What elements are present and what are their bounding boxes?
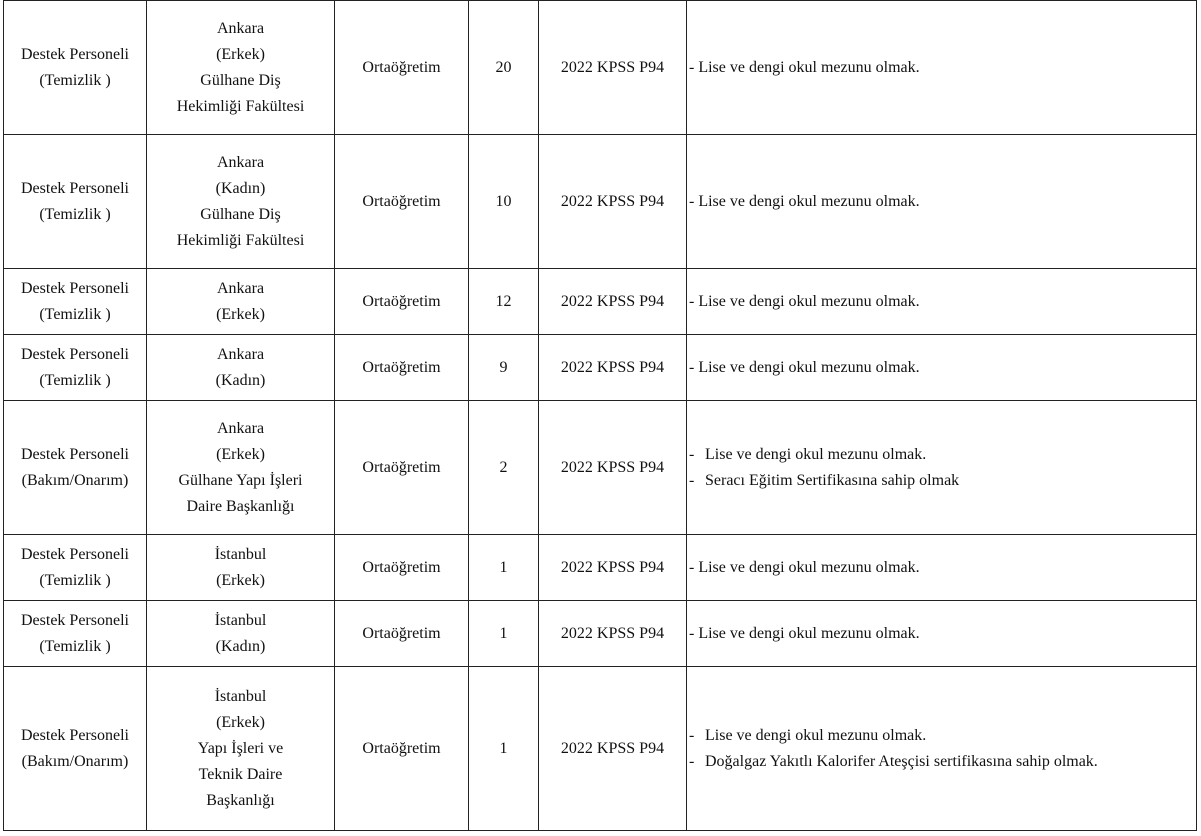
count-cell: 1 bbox=[469, 601, 539, 667]
location-line: İstanbul bbox=[214, 545, 267, 563]
position-title: Destek Personeli bbox=[21, 345, 129, 363]
requirements-cell bbox=[687, 401, 1197, 535]
location-line: (Erkek) bbox=[216, 445, 265, 463]
location-line: Gülhane Yapı İşleri bbox=[178, 471, 303, 489]
exam-cell: 2022 KPSS P94 bbox=[539, 601, 687, 667]
exam-cell: 2022 KPSS P94 bbox=[539, 667, 687, 831]
education-cell: Ortaöğretim bbox=[335, 401, 469, 535]
requirement-line: - Lise ve dengi okul mezunu olmak. bbox=[689, 624, 920, 642]
location-line: Başkanlığı bbox=[206, 791, 275, 809]
location-line: İstanbul bbox=[214, 611, 267, 629]
position-type: (Temizlik ) bbox=[39, 371, 111, 389]
position-title: Destek Personeli bbox=[21, 445, 129, 463]
position-cell bbox=[4, 269, 147, 335]
location-line: Ankara bbox=[216, 345, 265, 363]
requirement-list-item: - Doğalgaz Yakıtlı Kalorifer Ateşçisi sertifikasına sahip olmak. bbox=[689, 752, 1098, 770]
education-cell: Ortaöğretim bbox=[335, 601, 469, 667]
table-row bbox=[4, 269, 1197, 335]
location-line: (Erkek) bbox=[216, 571, 265, 589]
count-cell: 9 bbox=[469, 335, 539, 401]
education-cell: Ortaöğretim bbox=[335, 269, 469, 335]
location-line: Ankara bbox=[216, 279, 265, 297]
table-row bbox=[4, 1, 1197, 135]
requirements-cell bbox=[687, 1, 1197, 135]
requirement-text: Seracı Eğitim Sertifikasına sahip olmak bbox=[705, 471, 960, 489]
table-row bbox=[4, 601, 1197, 667]
education-cell: Ortaöğretim bbox=[335, 1, 469, 135]
requirements-cell bbox=[687, 667, 1197, 831]
education-cell: Ortaöğretim bbox=[335, 667, 469, 831]
position-title: Destek Personeli bbox=[21, 611, 129, 629]
exam-cell: 2022 KPSS P94 bbox=[539, 135, 687, 269]
location-cell bbox=[147, 135, 335, 269]
positions-table-body bbox=[4, 1, 1197, 831]
exam-cell: 2022 KPSS P94 bbox=[539, 401, 687, 535]
exam-cell: 2022 KPSS P94 bbox=[539, 1, 687, 135]
education-cell: Ortaöğretim bbox=[335, 135, 469, 269]
location-line: (Erkek) bbox=[216, 45, 265, 63]
position-type: (Temizlik ) bbox=[39, 305, 111, 323]
position-cell bbox=[4, 601, 147, 667]
position-type: (Bakım/Onarım) bbox=[21, 471, 129, 489]
location-cell bbox=[147, 335, 335, 401]
location-line: (Kadın) bbox=[215, 637, 266, 655]
requirements-cell bbox=[687, 601, 1197, 667]
positions-table bbox=[3, 0, 1197, 831]
location-line: Gülhane Diş bbox=[200, 205, 281, 223]
location-line: Ankara bbox=[216, 153, 265, 171]
requirement-line: - Lise ve dengi okul mezunu olmak. bbox=[689, 292, 920, 310]
location-cell bbox=[147, 535, 335, 601]
count-cell: 1 bbox=[469, 667, 539, 831]
table-row bbox=[4, 667, 1197, 831]
location-cell bbox=[147, 269, 335, 335]
requirement-list-item: - Lise ve dengi okul mezunu olmak. bbox=[689, 726, 927, 744]
requirement-line: - Lise ve dengi okul mezunu olmak. bbox=[689, 192, 920, 210]
count-cell: 10 bbox=[469, 135, 539, 269]
position-type: (Bakım/Onarım) bbox=[21, 752, 129, 770]
location-line: Teknik Daire bbox=[198, 765, 283, 783]
location-line: Gülhane Diş bbox=[200, 71, 281, 89]
requirement-text: Doğalgaz Yakıtlı Kalorifer Ateşçisi sertifikasına sahip olmak. bbox=[705, 752, 1098, 770]
location-line: İstanbul bbox=[214, 687, 267, 705]
requirement-line: - Lise ve dengi okul mezunu olmak. bbox=[689, 358, 920, 376]
table-row bbox=[4, 335, 1197, 401]
education-cell: Ortaöğretim bbox=[335, 335, 469, 401]
position-cell bbox=[4, 1, 147, 135]
location-line: (Kadın) bbox=[215, 179, 266, 197]
table-row bbox=[4, 401, 1197, 535]
position-type: (Temizlik ) bbox=[39, 71, 111, 89]
table-row bbox=[4, 535, 1197, 601]
position-cell bbox=[4, 667, 147, 831]
exam-cell: 2022 KPSS P94 bbox=[539, 269, 687, 335]
location-cell bbox=[147, 601, 335, 667]
location-cell bbox=[147, 401, 335, 535]
location-line: Ankara bbox=[216, 419, 265, 437]
position-title: Destek Personeli bbox=[21, 545, 129, 563]
requirements-cell bbox=[687, 335, 1197, 401]
location-line: Hekimliği Fakültesi bbox=[176, 97, 305, 115]
requirement-line: - Lise ve dengi okul mezunu olmak. bbox=[689, 58, 920, 76]
table-row bbox=[4, 135, 1197, 269]
location-line: Hekimliği Fakültesi bbox=[176, 231, 305, 249]
position-title: Destek Personeli bbox=[21, 726, 129, 744]
requirement-text: Lise ve dengi okul mezunu olmak. bbox=[705, 726, 927, 744]
requirement-list-item: - Lise ve dengi okul mezunu olmak. bbox=[689, 445, 927, 463]
education-cell: Ortaöğretim bbox=[335, 535, 469, 601]
requirement-list-item: - Seracı Eğitim Sertifikasına sahip olmak bbox=[689, 471, 960, 489]
location-line: (Erkek) bbox=[216, 713, 265, 731]
requirements-cell bbox=[687, 269, 1197, 335]
position-title: Destek Personeli bbox=[21, 279, 129, 297]
location-cell bbox=[147, 667, 335, 831]
requirements-cell bbox=[687, 135, 1197, 269]
position-type: (Temizlik ) bbox=[39, 571, 111, 589]
count-cell: 1 bbox=[469, 535, 539, 601]
position-title: Destek Personeli bbox=[21, 45, 129, 63]
exam-cell: 2022 KPSS P94 bbox=[539, 335, 687, 401]
count-cell: 12 bbox=[469, 269, 539, 335]
count-cell: 2 bbox=[469, 401, 539, 535]
location-line: Yapı İşleri ve bbox=[197, 739, 284, 757]
requirements-cell bbox=[687, 535, 1197, 601]
position-cell bbox=[4, 135, 147, 269]
location-line: Daire Başkanlığı bbox=[186, 497, 295, 515]
exam-cell: 2022 KPSS P94 bbox=[539, 535, 687, 601]
count-cell: 20 bbox=[469, 1, 539, 135]
position-type: (Temizlik ) bbox=[39, 205, 111, 223]
position-cell bbox=[4, 535, 147, 601]
location-line: (Kadın) bbox=[215, 371, 266, 389]
location-line: (Erkek) bbox=[216, 305, 265, 323]
position-cell bbox=[4, 401, 147, 535]
location-cell bbox=[147, 1, 335, 135]
position-cell bbox=[4, 335, 147, 401]
position-type: (Temizlik ) bbox=[39, 637, 111, 655]
requirement-line: - Lise ve dengi okul mezunu olmak. bbox=[689, 558, 920, 576]
location-line: Ankara bbox=[216, 19, 265, 37]
position-title: Destek Personeli bbox=[21, 179, 129, 197]
requirement-text: Lise ve dengi okul mezunu olmak. bbox=[705, 445, 927, 463]
